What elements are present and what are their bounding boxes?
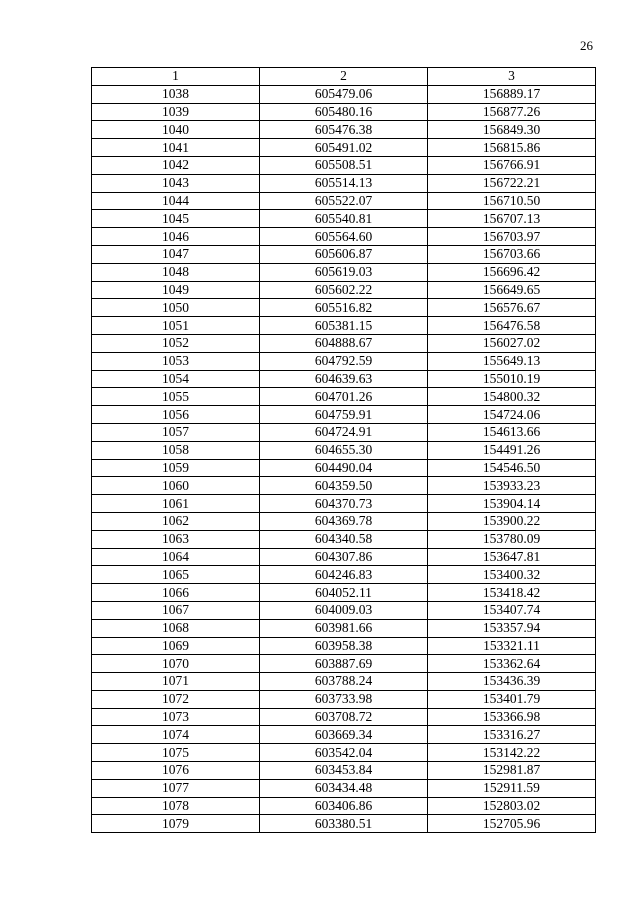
table-row	[92, 121, 596, 139]
y-coordinate-cell: 153142.22	[428, 744, 596, 762]
point-number-cell: 1079	[92, 815, 260, 833]
x-coordinate-cell: 603542.04	[260, 744, 428, 762]
point-number-cell: 1048	[92, 263, 260, 281]
point-number-cell: 1050	[92, 299, 260, 317]
x-coordinate-cell: 605476.38	[260, 121, 428, 139]
table-row	[92, 797, 596, 815]
x-coordinate-cell: 605606.87	[260, 245, 428, 263]
column-header: 3	[428, 68, 596, 86]
table-row	[92, 566, 596, 584]
point-number-cell: 1052	[92, 334, 260, 352]
point-number-cell: 1074	[92, 726, 260, 744]
x-coordinate-cell: 605491.02	[260, 139, 428, 157]
point-number-cell: 1042	[92, 156, 260, 174]
point-number-cell: 1051	[92, 317, 260, 335]
point-number-cell: 1046	[92, 228, 260, 246]
y-coordinate-cell: 153357.94	[428, 619, 596, 637]
table-row	[92, 744, 596, 762]
table-row	[92, 245, 596, 263]
x-coordinate-cell: 604701.26	[260, 388, 428, 406]
y-coordinate-cell: 152803.02	[428, 797, 596, 815]
y-coordinate-cell: 153900.22	[428, 512, 596, 530]
y-coordinate-cell: 153400.32	[428, 566, 596, 584]
table-row	[92, 655, 596, 673]
table-row	[92, 548, 596, 566]
table-body	[92, 85, 596, 832]
y-coordinate-cell: 156576.67	[428, 299, 596, 317]
point-number-cell: 1054	[92, 370, 260, 388]
y-coordinate-cell: 152705.96	[428, 815, 596, 833]
point-number-cell: 1063	[92, 530, 260, 548]
point-number-cell: 1047	[92, 245, 260, 263]
table-row	[92, 762, 596, 780]
point-number-cell: 1060	[92, 477, 260, 495]
point-number-cell: 1059	[92, 459, 260, 477]
point-number-cell: 1076	[92, 762, 260, 780]
x-coordinate-cell: 604359.50	[260, 477, 428, 495]
y-coordinate-cell: 154724.06	[428, 406, 596, 424]
table-row	[92, 192, 596, 210]
point-number-cell: 1073	[92, 708, 260, 726]
y-coordinate-cell: 152911.59	[428, 779, 596, 797]
table-row	[92, 441, 596, 459]
x-coordinate-cell: 604655.30	[260, 441, 428, 459]
y-coordinate-cell: 156696.42	[428, 263, 596, 281]
point-number-cell: 1067	[92, 601, 260, 619]
y-coordinate-cell: 152981.87	[428, 762, 596, 780]
point-number-cell: 1044	[92, 192, 260, 210]
table-header-row	[92, 68, 596, 86]
x-coordinate-cell: 605516.82	[260, 299, 428, 317]
table-row	[92, 459, 596, 477]
point-number-cell: 1069	[92, 637, 260, 655]
table-row	[92, 690, 596, 708]
x-coordinate-cell: 604246.83	[260, 566, 428, 584]
table-row	[92, 423, 596, 441]
table-row	[92, 477, 596, 495]
x-coordinate-cell: 605514.13	[260, 174, 428, 192]
coordinates-table	[91, 67, 596, 833]
x-coordinate-cell: 603406.86	[260, 797, 428, 815]
x-coordinate-cell: 604052.11	[260, 584, 428, 602]
x-coordinate-cell: 605480.16	[260, 103, 428, 121]
table-row	[92, 708, 596, 726]
table-row	[92, 263, 596, 281]
y-coordinate-cell: 153401.79	[428, 690, 596, 708]
table-row	[92, 673, 596, 691]
y-coordinate-cell: 153362.64	[428, 655, 596, 673]
x-coordinate-cell: 603380.51	[260, 815, 428, 833]
x-coordinate-cell: 603887.69	[260, 655, 428, 673]
x-coordinate-cell: 605619.03	[260, 263, 428, 281]
y-coordinate-cell: 156703.97	[428, 228, 596, 246]
x-coordinate-cell: 604759.91	[260, 406, 428, 424]
x-coordinate-cell: 603434.48	[260, 779, 428, 797]
y-coordinate-cell: 153436.39	[428, 673, 596, 691]
point-number-cell: 1055	[92, 388, 260, 406]
table-row	[92, 815, 596, 833]
point-number-cell: 1043	[92, 174, 260, 192]
point-number-cell: 1062	[92, 512, 260, 530]
y-coordinate-cell: 154800.32	[428, 388, 596, 406]
y-coordinate-cell: 153933.23	[428, 477, 596, 495]
table-row	[92, 334, 596, 352]
table-row	[92, 352, 596, 370]
x-coordinate-cell: 604307.86	[260, 548, 428, 566]
y-coordinate-cell: 153780.09	[428, 530, 596, 548]
point-number-cell: 1077	[92, 779, 260, 797]
point-number-cell: 1071	[92, 673, 260, 691]
table-row	[92, 388, 596, 406]
y-coordinate-cell: 155649.13	[428, 352, 596, 370]
column-header: 1	[92, 68, 260, 86]
point-number-cell: 1058	[92, 441, 260, 459]
x-coordinate-cell: 603733.98	[260, 690, 428, 708]
table-row	[92, 530, 596, 548]
x-coordinate-cell: 603958.38	[260, 637, 428, 655]
x-coordinate-cell: 604490.04	[260, 459, 428, 477]
table-row	[92, 317, 596, 335]
x-coordinate-cell: 605479.06	[260, 85, 428, 103]
y-coordinate-cell: 156707.13	[428, 210, 596, 228]
y-coordinate-cell: 153321.11	[428, 637, 596, 655]
y-coordinate-cell: 156815.86	[428, 139, 596, 157]
y-coordinate-cell: 153316.27	[428, 726, 596, 744]
y-coordinate-cell: 156476.58	[428, 317, 596, 335]
y-coordinate-cell: 155010.19	[428, 370, 596, 388]
x-coordinate-cell: 604340.58	[260, 530, 428, 548]
y-coordinate-cell: 154546.50	[428, 459, 596, 477]
table-row	[92, 85, 596, 103]
x-coordinate-cell: 605508.51	[260, 156, 428, 174]
point-number-cell: 1072	[92, 690, 260, 708]
table-row	[92, 406, 596, 424]
x-coordinate-cell: 603669.34	[260, 726, 428, 744]
table-row	[92, 637, 596, 655]
point-number-cell: 1075	[92, 744, 260, 762]
y-coordinate-cell: 153407.74	[428, 601, 596, 619]
y-coordinate-cell: 154491.26	[428, 441, 596, 459]
x-coordinate-cell: 604792.59	[260, 352, 428, 370]
point-number-cell: 1070	[92, 655, 260, 673]
point-number-cell: 1041	[92, 139, 260, 157]
x-coordinate-cell: 605381.15	[260, 317, 428, 335]
y-coordinate-cell: 156877.26	[428, 103, 596, 121]
table-row	[92, 103, 596, 121]
y-coordinate-cell: 156710.50	[428, 192, 596, 210]
x-coordinate-cell: 603453.84	[260, 762, 428, 780]
point-number-cell: 1064	[92, 548, 260, 566]
point-number-cell: 1066	[92, 584, 260, 602]
table-row	[92, 174, 596, 192]
x-coordinate-cell: 605522.07	[260, 192, 428, 210]
x-coordinate-cell: 604370.73	[260, 495, 428, 513]
table-row	[92, 228, 596, 246]
point-number-cell: 1053	[92, 352, 260, 370]
x-coordinate-cell: 603708.72	[260, 708, 428, 726]
point-number-cell: 1065	[92, 566, 260, 584]
table-row	[92, 299, 596, 317]
point-number-cell: 1040	[92, 121, 260, 139]
x-coordinate-cell: 603981.66	[260, 619, 428, 637]
point-number-cell: 1068	[92, 619, 260, 637]
y-coordinate-cell: 156703.66	[428, 245, 596, 263]
point-number-cell: 1057	[92, 423, 260, 441]
y-coordinate-cell: 154613.66	[428, 423, 596, 441]
y-coordinate-cell: 153647.81	[428, 548, 596, 566]
y-coordinate-cell: 156649.65	[428, 281, 596, 299]
x-coordinate-cell: 604639.63	[260, 370, 428, 388]
y-coordinate-cell: 156766.91	[428, 156, 596, 174]
x-coordinate-cell: 604369.78	[260, 512, 428, 530]
column-header: 2	[260, 68, 428, 86]
y-coordinate-cell: 153366.98	[428, 708, 596, 726]
y-coordinate-cell: 153418.42	[428, 584, 596, 602]
x-coordinate-cell: 604888.67	[260, 334, 428, 352]
table-row	[92, 281, 596, 299]
x-coordinate-cell: 605540.81	[260, 210, 428, 228]
table-row	[92, 584, 596, 602]
table-row	[92, 779, 596, 797]
table-row	[92, 495, 596, 513]
page-number: 26	[580, 38, 593, 53]
table-row	[92, 370, 596, 388]
point-number-cell: 1056	[92, 406, 260, 424]
point-number-cell: 1061	[92, 495, 260, 513]
table-row	[92, 210, 596, 228]
y-coordinate-cell: 156849.30	[428, 121, 596, 139]
x-coordinate-cell: 605602.22	[260, 281, 428, 299]
table-row	[92, 512, 596, 530]
point-number-cell: 1078	[92, 797, 260, 815]
table-row	[92, 156, 596, 174]
y-coordinate-cell: 156889.17	[428, 85, 596, 103]
x-coordinate-cell: 604009.03	[260, 601, 428, 619]
y-coordinate-cell: 153904.14	[428, 495, 596, 513]
table-row	[92, 619, 596, 637]
point-number-cell: 1045	[92, 210, 260, 228]
point-number-cell: 1038	[92, 85, 260, 103]
point-number-cell: 1039	[92, 103, 260, 121]
table-row	[92, 726, 596, 744]
y-coordinate-cell: 156722.21	[428, 174, 596, 192]
x-coordinate-cell: 603788.24	[260, 673, 428, 691]
table-row	[92, 601, 596, 619]
x-coordinate-cell: 604724.91	[260, 423, 428, 441]
y-coordinate-cell: 156027.02	[428, 334, 596, 352]
table-row	[92, 139, 596, 157]
point-number-cell: 1049	[92, 281, 260, 299]
x-coordinate-cell: 605564.60	[260, 228, 428, 246]
